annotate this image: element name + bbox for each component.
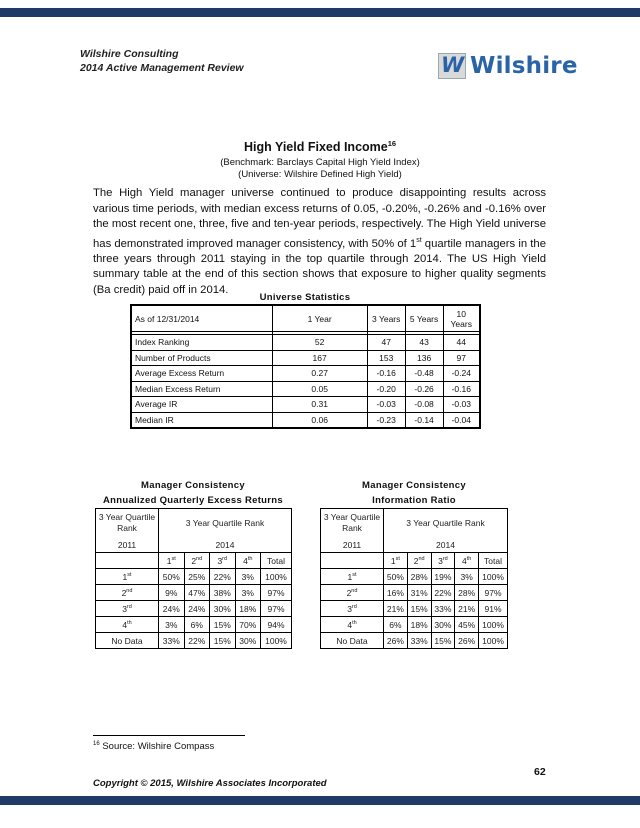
row-label: 3rd (96, 601, 159, 617)
table-cell: -0.48 (405, 366, 443, 382)
table-cell: 45% (455, 617, 479, 633)
company-name: Wilshire Consulting (80, 48, 179, 60)
column-header: 1st (384, 553, 408, 569)
corner-header: 3 Year Quartile Rank (96, 509, 159, 538)
table-cell: -0.04 (443, 412, 480, 428)
mc-left-caption: Manager Consistency Annualized Quarterly Excess Returns (103, 480, 283, 506)
table-cell: 15% (407, 601, 431, 617)
benchmark-line: (Benchmark: Barclays Capital High Yield Index) (220, 157, 420, 168)
row-label: Number of Products (131, 350, 272, 366)
logo-text: Wilshire (470, 53, 578, 79)
table-cell: 16% (384, 585, 408, 601)
table-cell: 24% (184, 601, 210, 617)
table-row (96, 509, 292, 538)
table-cell: -0.14 (405, 412, 443, 428)
table-cell: 1 Year (272, 305, 367, 332)
logo-mark-icon: W (438, 53, 466, 79)
table-row (131, 305, 480, 332)
section-title: High Yield Fixed Income$^{16}$ (243, 139, 397, 155)
table-cell: 33% (407, 633, 431, 649)
table-cell: 10 Years (443, 305, 480, 332)
row-label: Median IR (131, 412, 272, 428)
table-cell: 70% (235, 617, 261, 633)
blank-cell (96, 553, 159, 569)
table-row (131, 366, 480, 382)
table-cell: 6% (384, 617, 408, 633)
table-cell: 136 (405, 350, 443, 366)
table-cell: 52 (272, 335, 367, 351)
table-row (96, 617, 292, 633)
body-paragraph: The High Yield manager universe continued to produce disappointing results across various time periods, with median excess returns of 0.05, -0.20%, -0.26% and -0.16% over the most recent one, three, five and ten-year periods, respectively. The High Yield universe has demonstrated improved manager consistency, with 50% of 1st quartile managers in the three years through 2011 staying in the top quartile through 2014. The US High Yield summary table at the end of this section shows that exposure to higher quality segments (Ba credit) paid off in 2014. (93, 187, 546, 296)
table-cell: 100% (261, 633, 292, 649)
mc-right-caption: Manager Consistency Information Ratio (362, 480, 466, 506)
table-cell: 15% (210, 617, 236, 633)
row-label: 4th (96, 617, 159, 633)
table-cell: -0.24 (443, 366, 480, 382)
column-header: 2nd (184, 553, 210, 569)
row-label: No Data (321, 633, 384, 649)
table-cell: -0.16 (367, 366, 405, 382)
footer-bar (0, 796, 640, 805)
table-row (131, 397, 480, 413)
table-cell: 31% (407, 585, 431, 601)
consistency-table-excess-returns (95, 508, 292, 649)
table-row (131, 350, 480, 366)
table-cell: 28% (455, 585, 479, 601)
table-row (321, 601, 508, 617)
document-header (80, 47, 244, 75)
row-label: 1st (321, 569, 384, 585)
wilshire-logo (438, 53, 578, 79)
consistency-table-information-ratio (320, 508, 508, 649)
row-label: 3rd (321, 601, 384, 617)
table-row (321, 509, 508, 538)
row-label: Median Excess Return (131, 381, 272, 397)
table-cell: 100% (479, 569, 508, 585)
blank-cell (321, 553, 384, 569)
table-cell: 22% (431, 585, 455, 601)
table-cell: 43 (405, 335, 443, 351)
row-label: 2nd (321, 585, 384, 601)
row-label: Average Excess Return (131, 366, 272, 382)
table-cell: 167 (272, 350, 367, 366)
column-header: 4th (235, 553, 261, 569)
table-row (96, 585, 292, 601)
table-row (321, 633, 508, 649)
table-cell: 26% (384, 633, 408, 649)
table-cell: 3% (455, 569, 479, 585)
copyright: Copyright © 2015, Wilshire Associates Incorporated (93, 778, 327, 789)
table-cell: 100% (479, 633, 508, 649)
table-cell: 0.31 (272, 397, 367, 413)
table-row (96, 601, 292, 617)
table-cell: 30% (431, 617, 455, 633)
table-cell: 0.06 (272, 412, 367, 428)
table-cell: -0.16 (443, 381, 480, 397)
column-header: 2nd (407, 553, 431, 569)
table-cell: -0.26 (405, 381, 443, 397)
table-row (96, 633, 292, 649)
table-row (96, 553, 292, 569)
table-cell: -0.20 (367, 381, 405, 397)
table-row (321, 537, 508, 553)
table-cell: -0.03 (367, 397, 405, 413)
table-cell: 0.05 (272, 381, 367, 397)
corner-header: 3 Year Quartile Rank (321, 509, 384, 538)
column-header: 3rd (431, 553, 455, 569)
table-cell: 28% (407, 569, 431, 585)
table-row (96, 569, 292, 585)
table-cell: 0.27 (272, 366, 367, 382)
table-cell: 50% (159, 569, 185, 585)
table-cell: 38% (210, 585, 236, 601)
table-cell: 100% (261, 569, 292, 585)
table-cell: 3% (235, 569, 261, 585)
table-cell: 3% (235, 585, 261, 601)
table-row (131, 335, 480, 351)
table-row (321, 553, 508, 569)
universe-stats-table (130, 304, 481, 429)
table-row (321, 585, 508, 601)
row-label: As of 12/31/2014 (131, 305, 272, 332)
page-number: 62 (534, 766, 546, 778)
table-cell: 25% (184, 569, 210, 585)
column-header: 4th (455, 553, 479, 569)
table-cell: -0.23 (367, 412, 405, 428)
table-cell: 33% (431, 601, 455, 617)
table-cell: 3 Years (367, 305, 405, 332)
table-cell: 97% (479, 585, 508, 601)
table-cell: 19% (431, 569, 455, 585)
table-row (321, 569, 508, 585)
table-cell: 47 (367, 335, 405, 351)
column-group-year: 2014 (384, 537, 508, 553)
table-cell: 44 (443, 335, 480, 351)
table-row (131, 381, 480, 397)
table-cell: 22% (210, 569, 236, 585)
corner-year: 2011 (96, 537, 159, 553)
table-row (131, 412, 480, 428)
table-row (321, 617, 508, 633)
table-cell: 21% (455, 601, 479, 617)
row-label: Index Ranking (131, 335, 272, 351)
table-cell: 97 (443, 350, 480, 366)
corner-year: 2011 (321, 537, 384, 553)
row-label: Average IR (131, 397, 272, 413)
footnote: $^{16}$ Source: Wilshire Compass (93, 741, 215, 753)
column-group-header: 3 Year Quartile Rank (159, 509, 292, 538)
table-cell: 6% (184, 617, 210, 633)
column-group-year: 2014 (159, 537, 292, 553)
footnote-ref: 16 (387, 139, 397, 148)
table-cell: 30% (210, 601, 236, 617)
table-cell: 33% (159, 633, 185, 649)
table-cell: 153 (367, 350, 405, 366)
table-cell: 26% (455, 633, 479, 649)
row-label: 1st (96, 569, 159, 585)
table-cell: 97% (261, 601, 292, 617)
table-cell: 30% (235, 633, 261, 649)
table-cell: 94% (261, 617, 292, 633)
column-header: 3rd (210, 553, 236, 569)
table-cell: 18% (407, 617, 431, 633)
universe-line: (Universe: Wilshire Defined High Yield) (238, 169, 402, 180)
column-header: Total (261, 553, 292, 569)
column-group-header: 3 Year Quartile Rank (384, 509, 508, 538)
table-row (96, 537, 292, 553)
table-cell: 22% (184, 633, 210, 649)
table-cell: 100% (479, 617, 508, 633)
table-cell: 3% (159, 617, 185, 633)
row-label: 2nd (96, 585, 159, 601)
report-name: 2014 Active Management Review (80, 62, 244, 74)
table-cell: 15% (431, 633, 455, 649)
table-cell: -0.03 (443, 397, 480, 413)
table-cell: 15% (210, 633, 236, 649)
table-cell: 9% (159, 585, 185, 601)
table-cell: 21% (384, 601, 408, 617)
table-cell: 18% (235, 601, 261, 617)
universe-stats-caption: Universe Statistics (259, 292, 351, 303)
row-label: 4th (321, 617, 384, 633)
table-cell: 47% (184, 585, 210, 601)
footnote-rule (93, 735, 245, 736)
row-label: No Data (96, 633, 159, 649)
header-bar (0, 8, 640, 17)
column-header: Total (479, 553, 508, 569)
table-cell: 91% (479, 601, 508, 617)
table-cell: 97% (261, 585, 292, 601)
table-cell: 5 Years (405, 305, 443, 332)
table-cell: 24% (159, 601, 185, 617)
column-header: 1st (159, 553, 185, 569)
table-cell: -0.08 (405, 397, 443, 413)
table-cell: 50% (384, 569, 408, 585)
